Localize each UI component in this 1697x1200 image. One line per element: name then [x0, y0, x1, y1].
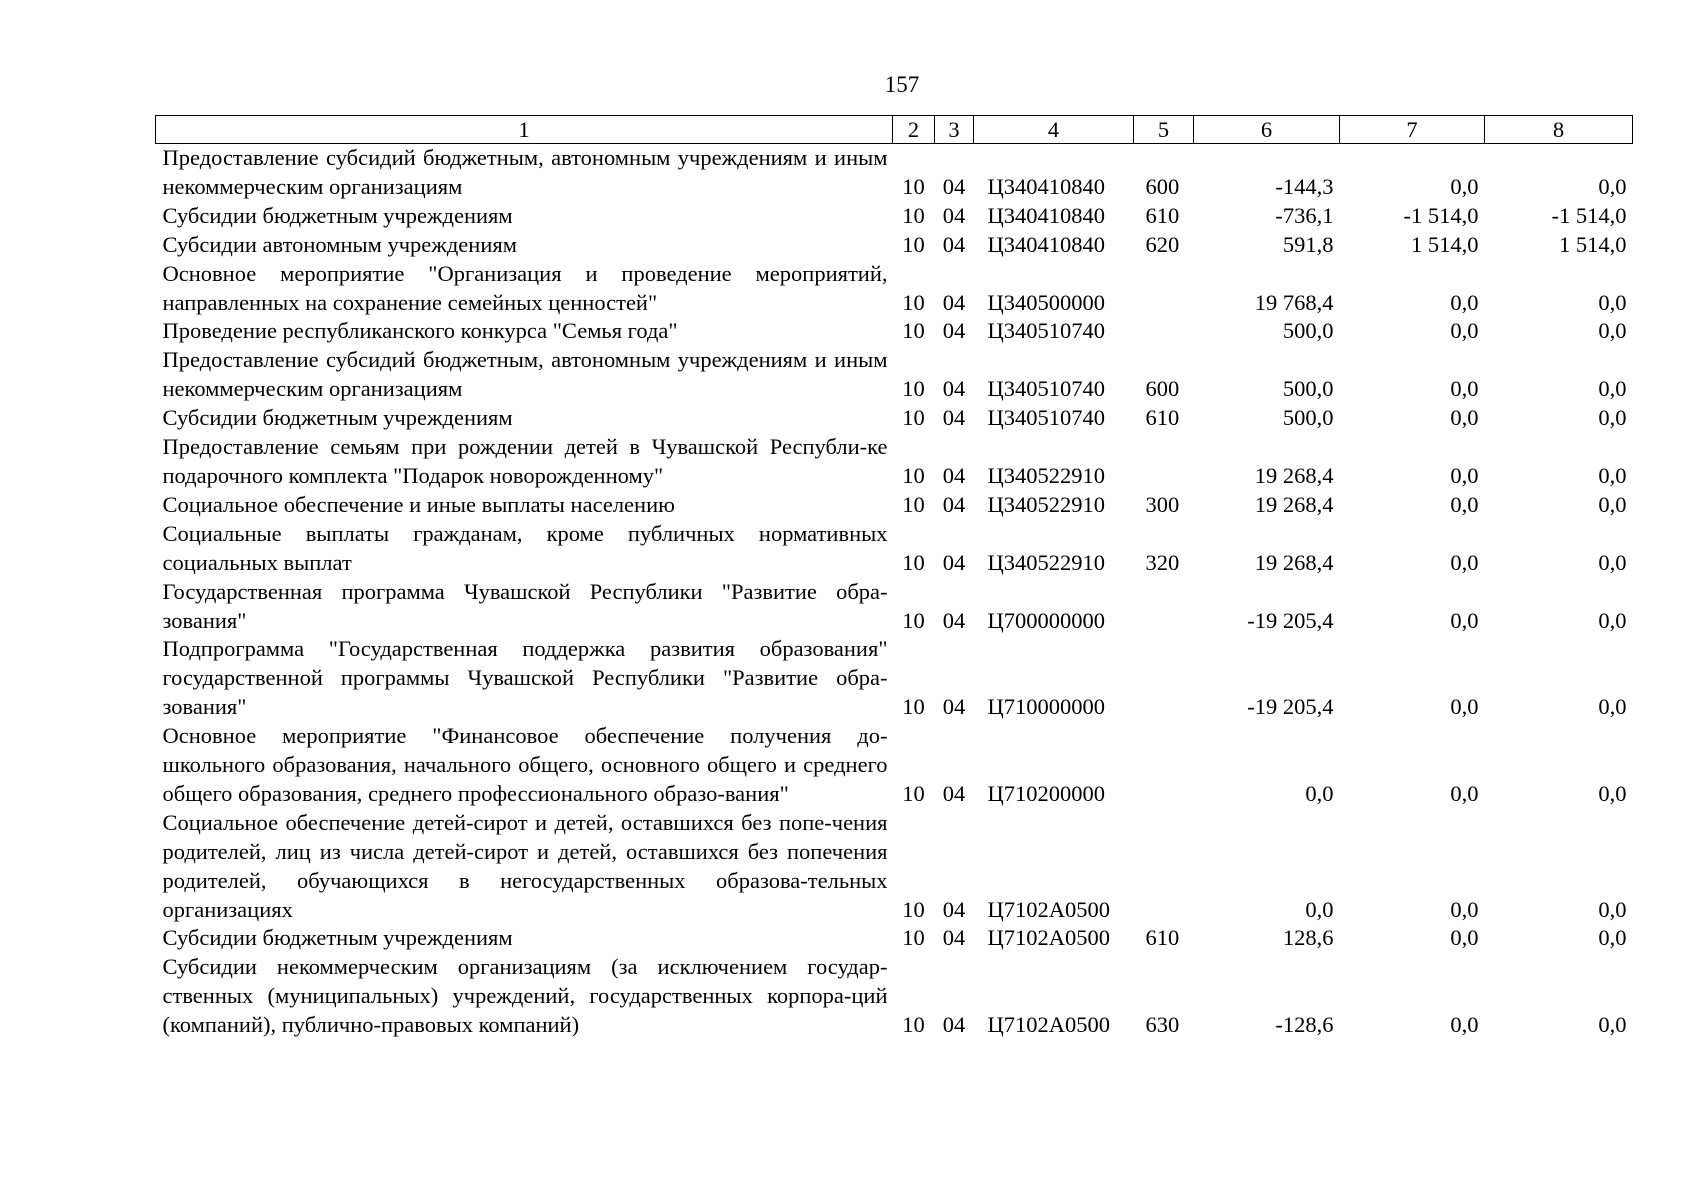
amount-col6-cell: -128,6	[1275, 1012, 1334, 1038]
subsection-code-cell: 04	[942, 202, 966, 228]
section-code-cell: 10	[902, 289, 925, 315]
subsection-code-cell: 04	[942, 925, 966, 951]
table-row	[156, 809, 1633, 925]
section-code-cell: 10	[902, 549, 925, 575]
amount-col6-cell: -19 205,4	[1247, 694, 1334, 720]
target-article-cell: Ц340410840	[987, 173, 1105, 199]
target-article-cell: Ц710000000	[987, 694, 1105, 720]
table-row	[156, 231, 1633, 260]
row-name-cell: Субсидии бюджетным учреждениям	[162, 925, 513, 951]
amount-col6-cell: 0,0	[1305, 896, 1334, 922]
amount-col7-cell: 0,0	[1450, 780, 1479, 806]
subsection-code-cell: 04	[942, 549, 966, 575]
amount-col8-cell: 1 514,0	[1559, 231, 1627, 257]
amount-col6-cell: 0,0	[1305, 780, 1334, 806]
section-code-cell: 10	[902, 231, 925, 257]
amount-col7-cell: 0,0	[1450, 694, 1479, 720]
column-header-6: 6	[1194, 116, 1340, 144]
subsection-code-cell: 04	[942, 607, 966, 633]
target-article-cell: Ц340500000	[987, 289, 1105, 315]
expense-type-cell: 300	[1145, 491, 1180, 517]
amount-col6-cell: 500,0	[1282, 376, 1334, 402]
expense-type-cell: 620	[1145, 231, 1180, 257]
expense-type-cell	[1134, 578, 1194, 636]
amount-col6-cell: -144,3	[1275, 173, 1334, 199]
subsection-code-cell: 04	[942, 462, 966, 488]
section-code-cell: 10	[902, 491, 925, 517]
amount-col6-cell: -736,1	[1275, 202, 1334, 228]
row-name-cell: Проведение республиканского конкурса "Семья года"	[162, 318, 678, 344]
expense-type-cell: 610	[1145, 202, 1180, 228]
amount-col8-cell: -1 514,0	[1551, 202, 1627, 228]
section-code-cell: 10	[902, 925, 925, 951]
amount-col8-cell: 0,0	[1598, 405, 1627, 431]
amount-col7-cell: -1 514,0	[1403, 202, 1479, 228]
row-name-cell: Подпрограмма "Государственная поддержка развития образования" государственной программы Чувашской Республики "Развитие обра-зования"	[162, 636, 888, 720]
amount-col7-cell: 0,0	[1450, 173, 1479, 199]
table-row	[156, 144, 1633, 202]
amount-col8-cell: 0,0	[1598, 173, 1627, 199]
amount-col6-cell: 128,6	[1282, 925, 1334, 951]
amount-col7-cell: 0,0	[1450, 462, 1479, 488]
target-article-cell: Ц340510740	[987, 405, 1105, 431]
column-header-5: 5	[1134, 116, 1194, 144]
section-code-cell: 10	[902, 202, 925, 228]
amount-col8-cell: 0,0	[1598, 376, 1627, 402]
amount-col6-cell: 591,8	[1282, 231, 1334, 257]
subsection-code-cell: 04	[942, 694, 966, 720]
section-code-cell: 10	[902, 318, 925, 344]
row-name-cell: Основное мероприятие "Организация и проведение мероприятий, направленных на сохранение семейных ценностей"	[162, 260, 888, 315]
table-row	[156, 317, 1633, 346]
amount-col8-cell: 0,0	[1598, 549, 1627, 575]
amount-col7-cell: 0,0	[1450, 925, 1479, 951]
row-name-cell: Социальное обеспечение и иные выплаты населению	[162, 491, 675, 517]
section-code-cell: 10	[902, 607, 925, 633]
amount-col7-cell: 0,0	[1450, 318, 1479, 344]
section-code-cell: 10	[902, 376, 925, 402]
header-row	[156, 116, 1633, 144]
table-row	[156, 578, 1633, 636]
expense-type-cell: 630	[1145, 1012, 1180, 1038]
row-name-cell: Субсидии автономным учреждениям	[162, 231, 517, 257]
expense-type-cell	[1134, 635, 1194, 722]
amount-col8-cell: 0,0	[1598, 896, 1627, 922]
column-header-1: 1	[156, 116, 893, 144]
target-article-cell: Ц340522910	[987, 491, 1105, 517]
expense-type-cell: 610	[1145, 925, 1180, 951]
subsection-code-cell: 04	[942, 231, 966, 257]
table-row	[156, 491, 1633, 520]
target-article-cell: Ц340510740	[987, 376, 1105, 402]
row-name-cell: Предоставление субсидий бюджетным, автономным учреждениям и иным некоммерческим организациям	[162, 145, 888, 199]
section-code-cell: 10	[902, 1012, 925, 1038]
amount-col7-cell: 0,0	[1450, 405, 1479, 431]
table-row	[156, 924, 1633, 953]
amount-col7-cell: 0,0	[1450, 376, 1479, 402]
target-article-cell: Ц7102А0500	[987, 925, 1110, 951]
column-header-3: 3	[935, 116, 974, 144]
section-code-cell: 10	[902, 780, 925, 806]
row-name-cell: Субсидии бюджетным учреждениям	[162, 202, 513, 228]
column-header-2: 2	[893, 116, 935, 144]
amount-col8-cell: 0,0	[1598, 780, 1627, 806]
row-name-cell: Субсидии бюджетным учреждениям	[162, 405, 513, 431]
subsection-code-cell: 04	[942, 1012, 966, 1038]
section-code-cell: 10	[902, 173, 925, 199]
table-row	[156, 953, 1633, 1040]
expense-type-cell: 320	[1145, 549, 1180, 575]
amount-col6-cell: 19 268,4	[1254, 549, 1334, 575]
amount-col6-cell: 19 768,4	[1254, 289, 1334, 315]
amount-col7-cell: 0,0	[1450, 549, 1479, 575]
subsection-code-cell: 04	[942, 289, 966, 315]
section-code-cell: 10	[902, 462, 925, 488]
section-code-cell: 10	[902, 896, 925, 922]
expense-type-cell: 600	[1145, 376, 1180, 402]
amount-col7-cell: 0,0	[1450, 289, 1479, 315]
column-header-7: 7	[1340, 116, 1485, 144]
target-article-cell: Ц700000000	[987, 607, 1105, 633]
row-name-cell: Субсидии некоммерческим организациям (за исключением государ-ственных (муниципальных) учреждений, государственных корпора-ций (компаний), публично-правовых компаний)	[162, 954, 888, 1038]
row-name-cell: Государственная программа Чувашской Республики "Развитие обра-зования"	[162, 578, 888, 633]
row-name-cell: Предоставление семьям при рождении детей в Чувашской Республи-ке подарочного комплекта "Подарок новорожденному"	[162, 434, 888, 488]
amount-col8-cell: 0,0	[1598, 462, 1627, 488]
expense-type-cell	[1134, 260, 1194, 318]
subsection-code-cell: 04	[942, 405, 966, 431]
table-row	[156, 404, 1633, 433]
subsection-code-cell: 04	[942, 896, 966, 922]
table-header	[156, 116, 1633, 144]
target-article-cell: Ц7102А0500	[987, 896, 1110, 922]
column-header-4: 4	[974, 116, 1134, 144]
amount-col6-cell: 19 268,4	[1254, 491, 1334, 517]
expense-type-cell	[1134, 809, 1194, 925]
row-name-cell: Социальное обеспечение детей-сирот и детей, оставшихся без попе-чения родителей, лиц из числа детей-сирот и детей, оставшихся без попечения родителей, обучающихся в негосударственных образова-тельных организациях	[162, 809, 888, 922]
subsection-code-cell: 04	[942, 318, 966, 344]
amount-col6-cell: -19 205,4	[1247, 607, 1334, 633]
target-article-cell: Ц340410840	[987, 202, 1105, 228]
amount-col6-cell: 19 268,4	[1254, 462, 1334, 488]
amount-col8-cell: 0,0	[1598, 925, 1627, 951]
target-article-cell: Ц340522910	[987, 549, 1105, 575]
amount-col8-cell: 0,0	[1598, 694, 1627, 720]
amount-col8-cell: 0,0	[1598, 318, 1627, 344]
table-row	[156, 635, 1633, 722]
table-row	[156, 433, 1633, 491]
amount-col7-cell: 0,0	[1450, 491, 1479, 517]
column-header-8: 8	[1485, 116, 1633, 144]
amount-col8-cell: 0,0	[1598, 491, 1627, 517]
expense-type-cell	[1134, 433, 1194, 491]
target-article-cell: Ц340410840	[987, 231, 1105, 257]
table-row	[156, 722, 1633, 809]
page-number: 157	[884, 72, 920, 97]
expense-type-cell	[1134, 722, 1194, 809]
row-name-cell: Социальные выплаты гражданам, кроме публичных нормативных социальных выплат	[162, 520, 888, 575]
expense-type-cell	[1134, 317, 1194, 346]
amount-col8-cell: 0,0	[1598, 289, 1627, 315]
target-article-cell: Ц7102А0500	[987, 1012, 1110, 1038]
budget-table	[155, 115, 1633, 1040]
subsection-code-cell: 04	[942, 491, 966, 517]
target-article-cell: Ц340510740	[987, 318, 1105, 344]
amount-col8-cell: 0,0	[1598, 607, 1627, 633]
table-row	[156, 346, 1633, 404]
amount-col7-cell: 0,0	[1450, 896, 1479, 922]
expense-type-cell: 610	[1145, 405, 1180, 431]
section-code-cell: 10	[902, 694, 925, 720]
table-body	[156, 144, 1633, 1041]
subsection-code-cell: 04	[942, 376, 966, 402]
amount-col6-cell: 500,0	[1282, 318, 1334, 344]
subsection-code-cell: 04	[942, 173, 966, 199]
table-row	[156, 520, 1633, 578]
expense-type-cell: 600	[1145, 173, 1180, 199]
target-article-cell: Ц710200000	[987, 780, 1105, 806]
amount-col7-cell: 1 514,0	[1411, 231, 1479, 257]
row-name-cell: Предоставление субсидий бюджетным, автономным учреждениям и иным некоммерческим организациям	[162, 347, 888, 402]
section-code-cell: 10	[902, 405, 925, 431]
amount-col8-cell: 0,0	[1598, 1012, 1627, 1038]
subsection-code-cell: 04	[942, 780, 966, 806]
row-name-cell: Основное мероприятие "Финансовое обеспечение получения до-школьного образования, начального общего, основного общего и среднего общего образования, среднего профессионального образо-вания"	[162, 723, 888, 806]
amount-col7-cell: 0,0	[1450, 1012, 1479, 1038]
amount-col7-cell: 0,0	[1450, 607, 1479, 633]
amount-col6-cell: 500,0	[1282, 405, 1334, 431]
table-row	[156, 260, 1633, 318]
table-row	[156, 202, 1633, 231]
target-article-cell: Ц340522910	[987, 462, 1105, 488]
